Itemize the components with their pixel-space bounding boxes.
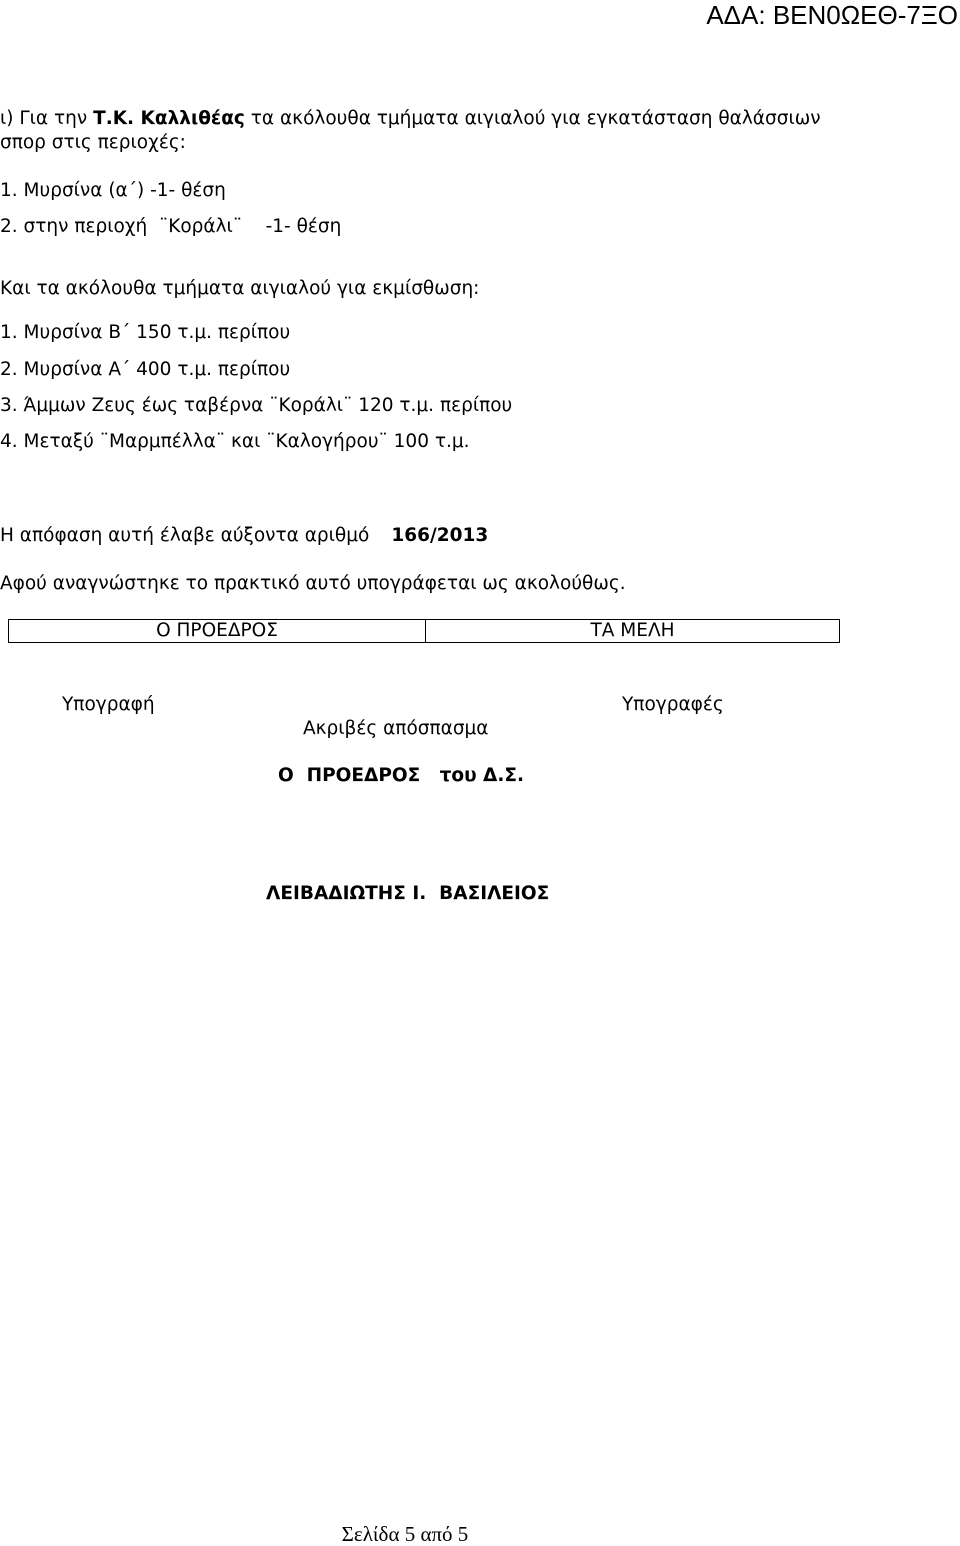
intro-prefix: ι) Για την: [0, 108, 94, 129]
lease-item-3: 3. Άμμων Ζευς έως ταβέρνα ¨Κοράλι¨ 120 τ.μ. περίπου: [0, 395, 513, 416]
exact-extract: Ακριβές απόσπασμα: [303, 718, 489, 739]
decision-text: Η απόφαση αυτή έλαβε αύξοντα αριθμό: [0, 525, 370, 546]
president-header: Ο ΠΡΟΕΔΡΟΣ: [9, 620, 426, 642]
intro-tk: Τ.Κ. Καλλιθέας: [93, 108, 245, 129]
signature-table: [8, 619, 840, 643]
decision-number: 166/2013: [391, 525, 489, 546]
intro-suffix: τα ακόλουθα τμήματα αιγιαλού για εγκατάσταση θαλάσσιων: [244, 108, 821, 129]
lease-item-1: 1. Μυρσίνα Β΄ 150 τ.μ. περίπου: [0, 322, 291, 343]
president-title: Ο ΠΡΟΕΔΡΟΣ του Δ.Σ.: [278, 765, 525, 786]
members-header: ΤΑ ΜΕΛΗ: [590, 620, 675, 641]
intro-line-1: [0, 108, 821, 130]
closing-line: Αφού αναγνώστηκε το πρακτικό αυτό υπογράφεται ως ακολούθως.: [0, 573, 626, 594]
lease-item-2: 2. Μυρσίνα Α΄ 400 τ.μ. περίπου: [0, 359, 291, 380]
lease-item-4: 4. Μεταξύ ¨Μαρμπέλλα¨ και ¨Καλογήρου¨ 100 τ.μ.: [0, 431, 470, 452]
ada-code: ΑΔΑ: ΒΕΝ0ΩΕΘ-7ΞΟ: [706, 0, 958, 30]
intro-line-2: σπορ στις περιοχές:: [0, 132, 186, 153]
president-name: ΛΕΙΒΑΔΙΩΤΗΣ Ι. ΒΑΣΙΛΕΙΟΣ: [266, 883, 550, 904]
page-number: Σελίδα 5 από 5: [341, 1522, 469, 1546]
signature-left: Υπογραφή: [62, 694, 155, 715]
lease-heading: Και τα ακόλουθα τμήματα αιγιαλού για εκμίσθωση:: [0, 278, 480, 299]
sports-position-2: 2. στην περιοχή ¨Κοράλι¨ -1- θέση: [0, 216, 342, 237]
signature-right: Υπογραφές: [622, 694, 724, 715]
sports-position-1: 1. Μυρσίνα (α΄) -1- θέση: [0, 180, 226, 201]
decision-line: [0, 525, 488, 547]
